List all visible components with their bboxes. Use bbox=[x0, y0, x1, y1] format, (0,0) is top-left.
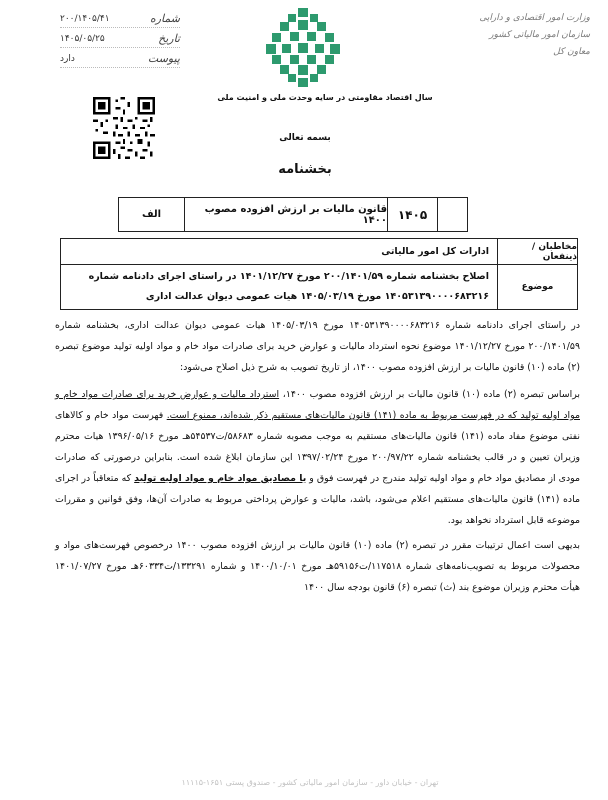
subject-value bbox=[61, 265, 497, 309]
organization-logo-icon bbox=[262, 6, 344, 88]
qr-code-icon bbox=[93, 97, 155, 159]
attachment-row bbox=[60, 50, 180, 68]
body-p2-underlined: استرداد مالیات و عوارض خرید برای صادرات مواد خام و مواد اولیه تولید که در فهرست مربوط به ماده (۱۴۱) قانون مالیات‌های مستقیم ذکر شده‌اند، ممنوع است. bbox=[55, 389, 580, 421]
year-slogan: سال اقتصاد مقاومتی در سایه وحدت ملی و امنیت ملی bbox=[217, 93, 433, 102]
addressee-value: ادارات کل امور مالیاتی bbox=[381, 246, 489, 257]
addressee-label: مخاطبان / ذینفعان bbox=[497, 239, 577, 264]
body-paragraph-1: در راستای اجرای دادنامه شماره ۱۴۰۵۳۱۳۹۰۰۰۰۶۸۳۲۱۶ مورخ ۱۴۰۵/۰۳/۱۹ هیات عمومی دیوان عدالت اداری، بخشنامه شماره ۲۰۰/۱۴۰۱/۵۹ مورخ ۱۴۰۱/۱۲/۲۷ موضوع نحوه استرداد مالیات و عوارض خرید برای صادرات مواد خام و مواد اولیه تولید موضوع تبصره (۲) ماده (۱۰) قانون مالیات بر ارزش افزوده مصوب ۱۴۰۰، از تاریخ تصویب به شرح ذیل اصلاح می‌شود: bbox=[55, 320, 581, 373]
body-p2-end: که متعاقباً در اجرای ماده (۱۴۱) قانون مالیات‌های مستقیم اعلام می‌شود، باشد، مالیات و عوارض پرداختی مربوط به صادرات آن‌ها، وفق قوانین و مقررات موضوعه قابل استرداد نخواهد بود. bbox=[55, 473, 580, 526]
org-line-ministry: وزارت امور اقتصادی و دارایی bbox=[479, 13, 590, 23]
addressee-row bbox=[61, 239, 577, 265]
body-paragraph-3: بدیهی است اعمال ترتیبات مقرر در تبصره (۲) ماده (۱۰) قانون مالیات بر ارزش افزوده مصوب ۱۴۰۰ درخصوص فهرست‌های مواد و محصولات مربوط به تصویب‌نامه‌های شماره ۱۱۷۵۱۸/ت۵۹۱۵۶هـ مورخ ۱۴۰۰/۱۰/۰۱ و شماره ۱۳۳۲۹۱/ت۶۰۳۳۴هـ مورخ ۱۴۰۱/۰۷/۲۷ هیأت محترم وزیران موضوع بند (ث) تبصره (۶) قانون بودجه سال ۱۴۰۰ bbox=[55, 540, 580, 593]
subject-line-2: ۱۴۰۵۳۱۳۹۰۰۰۰۶۸۳۲۱۶ مورخ ۱۴۰۵/۰۳/۱۹ هیات عمومی دیوان عدالت اداری bbox=[145, 291, 489, 302]
organization-lines bbox=[440, 10, 590, 61]
number-box-empty-cell bbox=[437, 198, 467, 231]
subject-label: موضوع bbox=[497, 265, 577, 309]
document-title: بخشنامه bbox=[278, 162, 332, 177]
circular-law-title: قانون مالیات بر ارزش افزوده مصوب ۱۴۰۰ bbox=[184, 198, 387, 231]
circular-code: الف bbox=[141, 209, 162, 220]
subject-line-1: اصلاح بخشنامه شماره ۲۰۰/۱۴۰۱/۵۹ مورخ ۱۴۰۱/۱۲/۲۷ در راستای اجرای دادنامه شماره bbox=[88, 271, 489, 282]
addressee-subject-table bbox=[60, 238, 578, 310]
letter-number-row bbox=[60, 10, 180, 28]
letter-date-label: تاریخ bbox=[158, 32, 180, 45]
subject-row bbox=[61, 265, 577, 309]
circular-year: ۱۴۰۵ bbox=[387, 198, 437, 231]
letter-number-label: شماره bbox=[149, 12, 180, 25]
attachment-value: دارد bbox=[60, 53, 75, 64]
org-line-deputy: معاون کل bbox=[553, 47, 590, 57]
org-line-organization: سازمان امور مالیاتی کشور bbox=[489, 30, 590, 40]
circular-body bbox=[55, 315, 580, 598]
basmala: بسمه تعالی bbox=[279, 133, 331, 143]
body-p2-middle: فهرست مواد خام و کالاهای نفتی موضوع مفاد ماده (۱۴۱) قانون مالیات‌های مستقیم به موجب مصوبه شماره ۵۸۶۸۳/ت۵۴۵۳۷هـ مورخ ۱۳۹۶/۰۵/۱۶ هیات محترم وزیران تعیین و در قالب بخشنامه شماره ۲۰۰/۹۷/۲۲ مورخ ۱۳۹۷/۰۲/۲۴ این سازمان ابلاغ شده است. بنابراین درصورتی که صادرات مودی از مصادیق مواد خام و مواد اولیه تولید مندرج در فهرست فوق و bbox=[55, 410, 581, 484]
letter-date-row bbox=[60, 30, 180, 48]
circular-number-box bbox=[118, 197, 468, 232]
body-p2-intro: براساس تبصره (۲) ماده (۱۰) قانون مالیات بر ارزش افزوده مصوب ۱۴۰۰، bbox=[279, 389, 580, 400]
footer-address: تهران - خیابان داور - سازمان امور مالیاتی کشور - صندوق پستی ۱۶۵۱-۱۱۱۱۵ bbox=[181, 778, 439, 787]
letter-meta bbox=[60, 10, 180, 70]
letter-number-value: ۲۰۰/۱۴۰۵/۴۱ bbox=[60, 13, 110, 24]
attachment-label: پیوست bbox=[147, 52, 180, 65]
body-paragraph-2 bbox=[55, 384, 580, 531]
body-p2-emphasis: یا مصادیق مواد خام و مواد اولیه تولید bbox=[134, 473, 307, 484]
letter-date-value: ۱۴۰۵/۰۵/۲۵ bbox=[60, 33, 105, 44]
